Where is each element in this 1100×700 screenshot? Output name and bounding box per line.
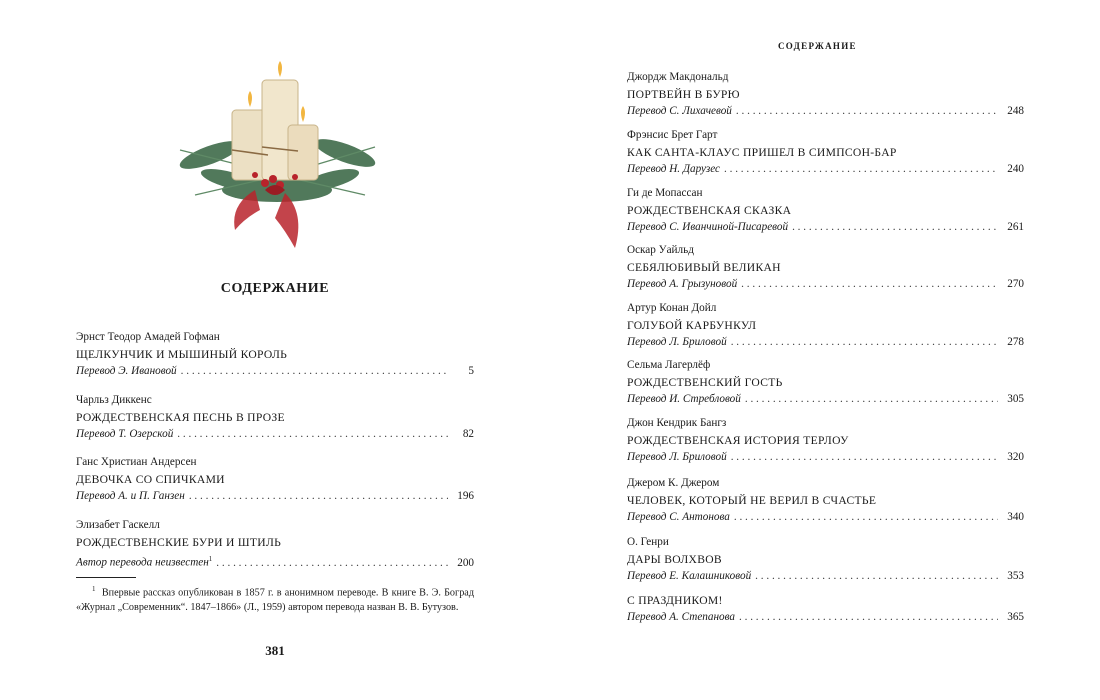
entry-author: Ги де Мопассан — [627, 187, 703, 199]
entry-author: Джордж Макдональд — [627, 71, 729, 83]
toc-entry[interactable] — [76, 328, 474, 379]
entry-translator-line — [627, 219, 1024, 235]
entry-translator-line — [627, 276, 1024, 292]
toc-entry[interactable] — [627, 241, 1024, 292]
entry-page-number: 278 — [1007, 336, 1024, 348]
entry-author: Элизабет Гаскелл — [76, 519, 160, 531]
entry-author: Артур Конан Дойл — [627, 302, 717, 314]
entry-translator-line — [627, 161, 1024, 177]
leader-dots — [724, 161, 998, 177]
leader-dots — [181, 363, 448, 379]
leader-dots — [755, 568, 998, 584]
entry-title: ДЕВОЧКА СО СПИЧКАМИ — [76, 473, 225, 486]
entry-page-number: 82 — [462, 428, 474, 440]
entry-author: Сельма Лагерлёф — [627, 359, 711, 371]
toc-entry[interactable] — [627, 356, 1024, 407]
footnote-text: Впервые рассказ опубликован в 1857 г. в анонимном переводе. В книге В. Э. Боград «Журнал „Современник“. 1847–1866» (Л., 1959) автором перевода назван В. В. Бутузов. — [76, 587, 474, 614]
leader-dots — [792, 219, 998, 235]
entry-page-number: 320 — [1007, 451, 1024, 463]
entry-title: РОЖДЕСТВЕНСКАЯ СКАЗКА — [627, 204, 792, 217]
entry-author: Эрнст Теодор Амадей Гофман — [76, 331, 220, 343]
entry-page-number: 240 — [1007, 163, 1024, 175]
entry-page-number: 261 — [1007, 221, 1024, 233]
entry-translator: Перевод Н. Дарузес — [627, 163, 721, 175]
entry-author: Джером К. Джером — [627, 477, 720, 489]
leader-dots — [731, 449, 998, 465]
entry-translator-line — [627, 609, 1024, 625]
entry-author: О. Генри — [627, 536, 669, 548]
entry-page-number: 196 — [457, 490, 474, 502]
right-page — [550, 0, 1100, 700]
entry-translator: Перевод Т. Озерской — [76, 428, 174, 440]
entry-translator: Перевод С. Антонова — [627, 511, 730, 523]
entry-title: РОЖДЕСТВЕНСКАЯ ИСТОРИЯ ТЕРЛОУ — [627, 434, 849, 447]
entry-translator-line — [76, 488, 474, 504]
entry-title: СЕБЯЛЮБИВЫЙ ВЕЛИКАН — [627, 261, 781, 274]
entry-translator-line — [76, 551, 474, 567]
entry-translator-line — [627, 103, 1024, 119]
leader-dots — [745, 391, 998, 407]
entry-page-number: 305 — [1007, 393, 1024, 405]
toc-entry[interactable] — [627, 126, 1024, 177]
footnote-reference[interactable]: 1 — [208, 555, 213, 563]
entry-title: ЧЕЛОВЕК, КОТОРЫЙ НЕ ВЕРИЛ В СЧАСТЬЕ — [627, 494, 877, 507]
entry-title: ПОРТВЕЙН В БУРЮ — [627, 88, 740, 101]
entry-title: С ПРАЗДНИКОМ! — [627, 594, 723, 607]
entry-translator: Перевод Л. Бриловой — [627, 336, 727, 348]
entry-title: КАК САНТА-КЛАУС ПРИШЕЛ В СИМПСОН-БАР — [627, 146, 897, 159]
entry-translator: Перевод А. Грызуновой — [627, 278, 738, 290]
entry-translator: Перевод Л. Бриловой — [627, 451, 727, 463]
entry-translator-line — [627, 509, 1024, 525]
leader-dots — [734, 509, 998, 525]
toc-title: СОДЕРЖАНИЕ — [220, 281, 330, 296]
christmas-candles-illustration — [170, 55, 385, 255]
page-number: 381 — [265, 643, 285, 658]
footnote — [76, 582, 474, 615]
entry-title: ЩЕЛКУНЧИК И МЫШИНЫЙ КОРОЛЬ — [76, 348, 288, 361]
toc-entry[interactable] — [627, 68, 1024, 119]
toc-entry[interactable] — [627, 299, 1024, 350]
running-head: СОДЕРЖАНИЕ — [778, 41, 857, 51]
entry-author: Ганс Христиан Андерсен — [76, 456, 197, 468]
entry-page-number: 248 — [1007, 105, 1024, 117]
entry-translator: Перевод С. Иванчиной-Писаревой — [627, 221, 789, 233]
leader-dots — [177, 426, 448, 442]
toc-entry[interactable] — [627, 474, 1024, 525]
entry-translator-line — [627, 334, 1024, 350]
entry-author: Чарльз Диккенс — [76, 394, 152, 406]
toc-entry[interactable] — [627, 414, 1024, 465]
entry-translator — [76, 551, 212, 571]
leader-dots — [736, 103, 998, 119]
entry-title: РОЖДЕСТВЕНСКАЯ ПЕСНЬ В ПРОЗЕ — [76, 411, 285, 424]
entry-translator: Перевод Э. Ивановой — [76, 365, 177, 377]
entry-author: Джон Кендрик Бангз — [627, 417, 727, 429]
entry-page-number: 200 — [457, 556, 474, 569]
entry-translator: Перевод С. Лихачевой — [627, 105, 732, 117]
entry-translator-line — [627, 391, 1024, 407]
entry-author: Оскар Уайльд — [627, 244, 694, 256]
entry-translator: Перевод А. и П. Ганзен — [76, 490, 185, 502]
entry-title: ДАРЫ ВОЛХВОВ — [627, 553, 722, 566]
entry-title: РОЖДЕСТВЕНСКИЕ БУРИ И ШТИЛЬ — [76, 536, 282, 549]
toc-entry[interactable] — [627, 533, 1024, 584]
footnote-rule — [76, 577, 136, 578]
leader-dots — [216, 555, 448, 571]
entry-page-number: 340 — [1007, 511, 1024, 523]
toc-entry[interactable] — [76, 453, 474, 504]
entry-translator-line — [76, 363, 474, 379]
entry-page-number: 353 — [1007, 570, 1024, 582]
entry-title: ГОЛУБОЙ КАРБУНКУЛ — [627, 319, 757, 332]
toc-entry[interactable] — [627, 593, 1024, 625]
entry-page-number: 270 — [1007, 278, 1024, 290]
entry-translator-text: Автор перевода неизвестен — [76, 556, 209, 569]
entry-page-number: 365 — [1007, 611, 1024, 623]
leader-dots — [189, 488, 448, 504]
leader-dots — [739, 609, 998, 625]
footnote-mark: 1 — [92, 585, 96, 593]
toc-entry[interactable] — [76, 391, 474, 442]
entry-translator: Перевод Е. Калашниковой — [627, 570, 752, 582]
entry-translator: Перевод И. Стребловой — [627, 393, 741, 405]
entry-translator-line — [76, 426, 474, 442]
leader-dots — [731, 334, 998, 350]
entry-translator-line — [627, 568, 1024, 584]
entry-title: РОЖДЕСТВЕНСКИЙ ГОСТЬ — [627, 376, 783, 389]
leader-dots — [741, 276, 998, 292]
toc-entry[interactable] — [76, 516, 474, 567]
entry-author: Фрэнсис Брет Гарт — [627, 129, 718, 141]
toc-entry[interactable] — [627, 184, 1024, 235]
entry-page-number: 5 — [468, 365, 474, 377]
entry-translator: Перевод А. Степанова — [627, 611, 736, 623]
entry-translator-line — [627, 449, 1024, 465]
